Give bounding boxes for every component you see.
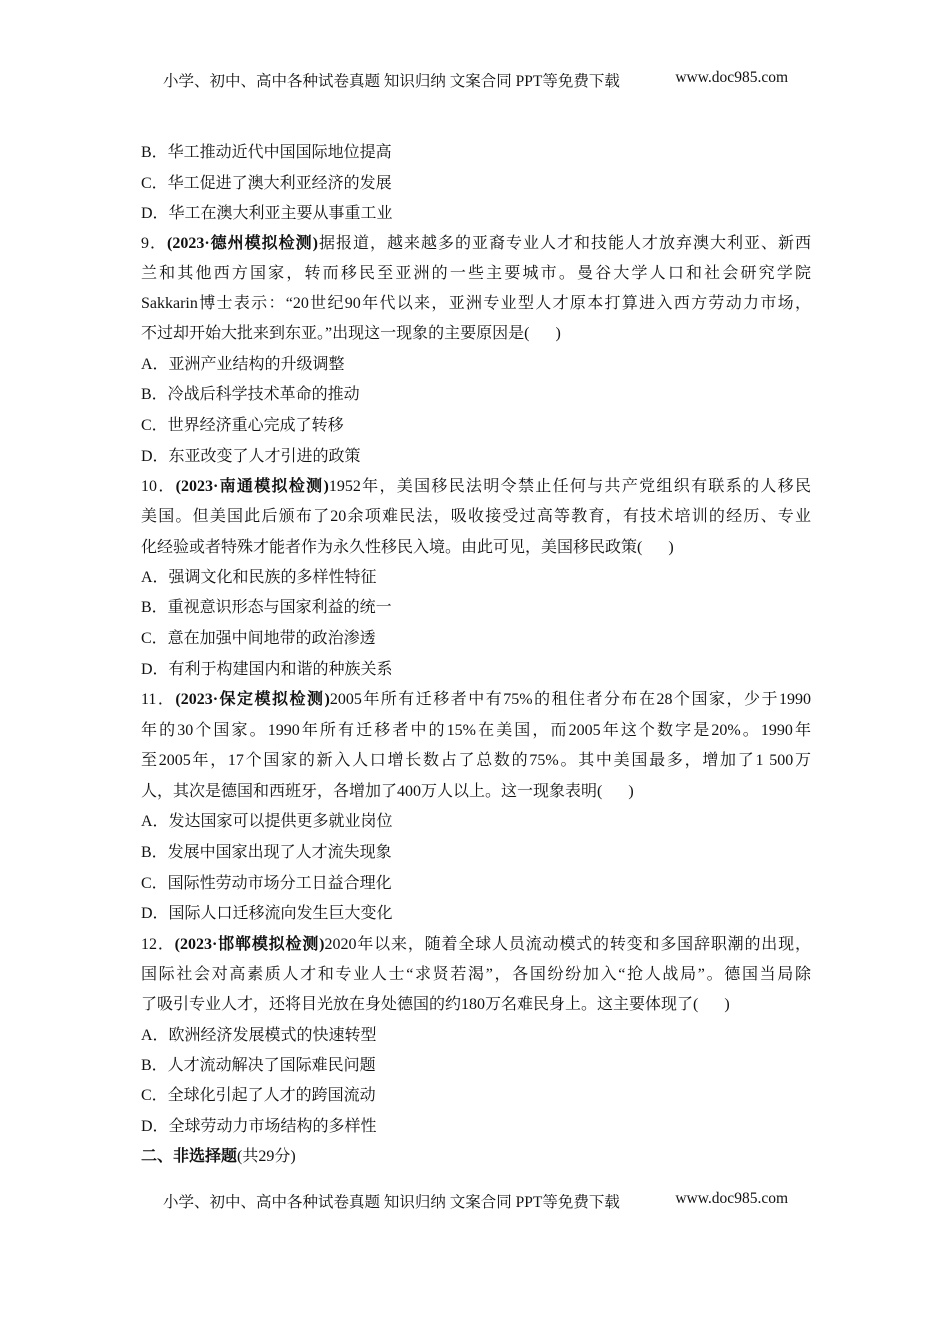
question-source: (2023·邯郸模拟检测): [174, 936, 325, 953]
page-header: [163, 69, 788, 91]
question-text: 不过却开始大批来到东亚。”出现这一现象的主要原因是(: [141, 325, 530, 342]
option-d: D．全球劳动力市场结构的多样性: [141, 1118, 377, 1135]
section-heading: [141, 1147, 811, 1167]
page-footer: [163, 1190, 788, 1212]
question-text: 国际社会对高素质人才和专业人士“求贤若渴”，各国纷纷加入“抢人战局”。德国当局除: [141, 966, 811, 983]
question-number: 9．: [141, 235, 167, 252]
option-a: A．亚洲产业结构的升级调整: [141, 356, 345, 373]
question-text: 1952年，美国移民法明令禁止任何与共产党组织有联系的人移民: [328, 478, 811, 495]
question-text: 至2005年，17个国家的新入人口增长数占了总数的75%。其中美国最多，增加了1 500万: [141, 752, 811, 769]
option-a: A．欧洲经济发展模式的快速转型: [141, 1027, 377, 1044]
option-c: C．意在加强中间地带的政治渗透: [141, 630, 376, 647]
option-d: D．华工在澳大利亚主要从事重工业: [141, 205, 393, 222]
question-text: [141, 782, 811, 802]
option-b: B．冷战后科学技术革命的推动: [141, 386, 360, 403]
question-text: [141, 538, 811, 558]
answer-blank: ): [724, 996, 730, 1013]
option-c: C．世界经济重心完成了转移: [141, 417, 344, 434]
answer-blank: ): [555, 325, 561, 342]
question-text: 年的30个国家。1990年所有迁移者中的15%在美国，而2005年这个数字是20%。1990年: [141, 722, 811, 739]
header-text: 小学、初中、高中各种试卷真题 知识归纳 文案合同 PPT等免费下载: [163, 73, 620, 90]
question-text: 兰和其他西方国家，转而移民至亚洲的一些主要城市。曼谷大学人口和社会研究学院: [141, 265, 811, 282]
answer-blank: ): [628, 783, 634, 800]
option-c: C．全球化引起了人才的跨国流动: [141, 1087, 376, 1104]
option-b: B．重视意识形态与国家利益的统一: [141, 599, 392, 616]
question-text: Sakkarin博士表示：“20世纪90年代以来，亚洲专业型人才原本打算进入西方劳动力市场，: [141, 295, 811, 312]
question-9: [141, 234, 811, 254]
option-c: C．华工促进了澳大利亚经济的发展: [141, 175, 392, 192]
answer-blank: ): [668, 539, 674, 556]
question-number: 12．: [141, 936, 175, 953]
question-text: [141, 995, 811, 1015]
option-b: B．发展中国家出现了人才流失现象: [141, 844, 392, 861]
option-d: D．国际人口迁移流向发生巨大变化: [141, 905, 393, 922]
question-source: (2023·德州模拟检测): [167, 235, 318, 252]
question-source: (2023·保定模拟检测): [175, 691, 330, 708]
option-b: B．华工推动近代中国国际地位提高: [141, 144, 392, 161]
option-d: D．有利于构建国内和谐的种族关系: [141, 661, 393, 678]
section-score: (共29分): [237, 1148, 296, 1165]
question-text: 美国。但美国此后颁布了20余项难民法，吸收接受过高等教育，有技术培训的经历、专业: [141, 508, 811, 525]
footer-text: 小学、初中、高中各种试卷真题 知识归纳 文案合同 PPT等免费下载: [163, 1194, 620, 1211]
footer-url: www.doc985.com: [675, 1190, 788, 1207]
question-text: 了吸引专业人才，还将目光放在身处德国的约180万名难民身上。这主要体现了(: [141, 996, 699, 1013]
header-url: www.doc985.com: [675, 69, 788, 86]
question-text: 2020年以来，随着全球人员流动模式的转变和多国辞职潮的出现，: [324, 936, 811, 953]
question-text: 2005年所有迁移者中有75%的租住者分布在28个国家，少于1990: [329, 691, 811, 708]
question-source: (2023·南通模拟检测): [175, 478, 329, 495]
question-12: [141, 935, 811, 955]
option-b: B．人才流动解决了国际难民问题: [141, 1057, 376, 1074]
question-text: 人，其次是德国和西班牙，各增加了400万人以上。这一现象表明(: [141, 783, 603, 800]
section-title: 二、非选择题: [141, 1148, 238, 1165]
question-text: 化经验或者特殊才能者作为永久性移民入境。由此可见，美国移民政策(: [141, 539, 643, 556]
option-a: A．发达国家可以提供更多就业岗位: [141, 813, 393, 830]
question-text: [141, 324, 811, 344]
question-number: 11．: [141, 691, 176, 708]
question-10: [141, 477, 811, 497]
option-a: A．强调文化和民族的多样性特征: [141, 569, 377, 586]
question-text: 据报道，越来越多的亚裔专业人才和技能人才放弃澳大利亚、新西: [318, 235, 811, 252]
option-c: C．国际性劳动市场分工日益合理化: [141, 875, 392, 892]
question-11: [141, 690, 811, 710]
option-d: D．东亚改变了人才引进的政策: [141, 448, 361, 465]
question-number: 10．: [141, 478, 176, 495]
